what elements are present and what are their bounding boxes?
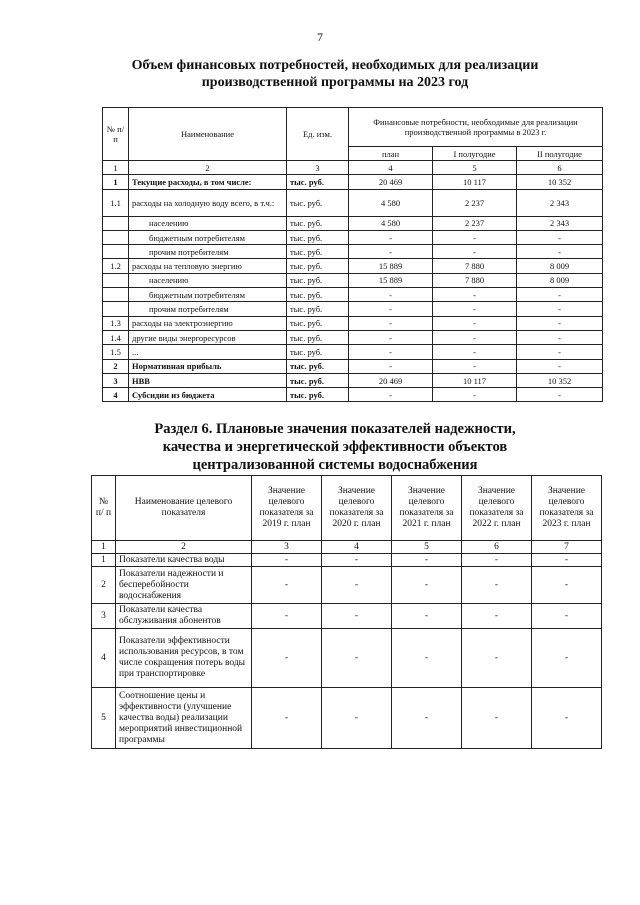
col-number: 4	[322, 541, 392, 554]
row-num: 3	[103, 373, 129, 387]
row-value: -	[462, 554, 532, 567]
row-plan: 20 469	[349, 373, 433, 387]
row-plan: -	[349, 345, 433, 359]
table-row	[103, 302, 603, 316]
row-value: -	[322, 554, 392, 567]
row-name: бюджетным потребителям	[129, 230, 287, 244]
header-year-2020: Значение целевого показателя за 2020 г. план	[322, 476, 392, 541]
row-half2: 8 009	[517, 259, 603, 273]
row-half2: -	[517, 330, 603, 344]
section6-title-line: качества и энергетической эффективности объектов	[162, 439, 508, 455]
row-unit: тыс. руб.	[287, 345, 349, 359]
row-unit: тыс. руб.	[287, 273, 349, 287]
row-indicator-name: Показатели качества воды	[116, 554, 252, 567]
row-value: -	[322, 688, 392, 749]
row-unit: тыс. руб.	[287, 373, 349, 387]
table-row	[92, 629, 602, 688]
row-value: -	[392, 629, 462, 688]
row-half2: 2 343	[517, 189, 603, 216]
row-name: расходы на холодную воду всего, в т.ч.:	[129, 189, 287, 216]
table-row	[92, 567, 602, 604]
row-indicator-name: Показатели качества обслуживания абонентов	[116, 604, 252, 629]
row-plan: -	[349, 230, 433, 244]
row-half1: -	[433, 345, 517, 359]
row-name: населению	[129, 273, 287, 287]
row-num: 1.1	[103, 189, 129, 216]
row-name: населению	[129, 216, 287, 230]
row-half1: -	[433, 245, 517, 259]
row-half2: -	[517, 245, 603, 259]
row-unit: тыс. руб.	[287, 230, 349, 244]
row-plan: -	[349, 359, 433, 373]
table-row	[103, 316, 603, 330]
table-row	[103, 216, 603, 230]
row-plan: 15 889	[349, 273, 433, 287]
row-value: -	[322, 604, 392, 629]
header-year-2021: Значение целевого показателя за 2021 г. план	[392, 476, 462, 541]
row-num	[103, 273, 129, 287]
header-year-2022: Значение целевого показателя за 2022 г. план	[462, 476, 532, 541]
row-num: 5	[92, 688, 116, 749]
row-value: -	[252, 629, 322, 688]
row-half1: -	[433, 388, 517, 402]
row-plan: 15 889	[349, 259, 433, 273]
row-half1: 10 117	[433, 175, 517, 189]
row-value: -	[532, 567, 602, 604]
row-half1: 2 237	[433, 189, 517, 216]
row-value: -	[252, 688, 322, 749]
row-num: 1	[92, 554, 116, 567]
header-name: Наименование	[129, 108, 287, 161]
row-unit: тыс. руб.	[287, 175, 349, 189]
row-unit: тыс. руб.	[287, 316, 349, 330]
row-num: 4	[92, 629, 116, 688]
col-number: 3	[252, 541, 322, 554]
header-plan: план	[349, 147, 433, 161]
row-plan: -	[349, 316, 433, 330]
header-half1: I полугодие	[433, 147, 517, 161]
row-half2: -	[517, 230, 603, 244]
table-row	[103, 288, 603, 302]
row-name: НВВ	[129, 373, 287, 387]
row-num	[103, 230, 129, 244]
section6-title-line: Раздел 6. Плановые значения показателей надежности,	[154, 421, 516, 437]
row-half1: -	[433, 359, 517, 373]
header-unit: Ед. изм.	[287, 108, 349, 161]
table-row	[103, 345, 603, 359]
row-num: 2	[103, 359, 129, 373]
table-row	[92, 688, 602, 749]
target-indicators-table	[91, 475, 602, 749]
col-number: 5	[392, 541, 462, 554]
row-half1: 10 117	[433, 373, 517, 387]
table1-title-line: производственной программы на 2023 год	[201, 75, 469, 90]
row-half1: -	[433, 316, 517, 330]
row-unit: тыс. руб.	[287, 330, 349, 344]
table-row	[103, 373, 603, 387]
col-number: 2	[129, 161, 287, 175]
row-plan: -	[349, 302, 433, 316]
row-name: прочим потребителям	[129, 245, 287, 259]
row-num: 3	[92, 604, 116, 629]
row-half2: -	[517, 388, 603, 402]
row-half2: -	[517, 345, 603, 359]
header-financial-needs: Финансовые потребности, необходимые для реализации производственной программы в 2023 г.	[349, 108, 603, 147]
row-num	[103, 288, 129, 302]
row-indicator-name: Показатели эффективности использования ресурсов, в том числе сокращения потерь воды при транспортировке	[116, 629, 252, 688]
row-value: -	[392, 554, 462, 567]
row-name: Текущие расходы, в том числе:	[129, 175, 287, 189]
row-half1: 7 880	[433, 259, 517, 273]
col-number: 1	[92, 541, 116, 554]
row-num: 1	[103, 175, 129, 189]
row-value: -	[532, 688, 602, 749]
row-half2: -	[517, 302, 603, 316]
row-half1: -	[433, 230, 517, 244]
row-name: бюджетным потребителям	[129, 288, 287, 302]
row-half2: 10 352	[517, 175, 603, 189]
row-plan: 4 580	[349, 189, 433, 216]
row-value: -	[322, 567, 392, 604]
row-value: -	[252, 604, 322, 629]
row-half2: 10 352	[517, 373, 603, 387]
row-half2: -	[517, 316, 603, 330]
row-num: 1.5	[103, 345, 129, 359]
row-value: -	[532, 629, 602, 688]
row-num	[103, 216, 129, 230]
col-number: 5	[433, 161, 517, 175]
col-number: 4	[349, 161, 433, 175]
row-value: -	[462, 688, 532, 749]
col-number: 3	[287, 161, 349, 175]
row-name: расходы на тепловую энергию	[129, 259, 287, 273]
row-half1: 7 880	[433, 273, 517, 287]
row-name: расходы на электроэнергию	[129, 316, 287, 330]
column-numbers-row	[92, 541, 602, 554]
row-num: 1.4	[103, 330, 129, 344]
col-number: 7	[532, 541, 602, 554]
row-plan: -	[349, 388, 433, 402]
header-year-2019: Значение целевого показателя за 2019 г. план	[252, 476, 322, 541]
table-row	[103, 245, 603, 259]
row-value: -	[392, 688, 462, 749]
row-half2: 2 343	[517, 216, 603, 230]
row-value: -	[252, 554, 322, 567]
header-indicator-name: Наименование целевого показателя	[116, 476, 252, 541]
row-half2: -	[517, 288, 603, 302]
row-value: -	[532, 554, 602, 567]
row-value: -	[462, 567, 532, 604]
row-half1: -	[433, 288, 517, 302]
row-unit: тыс. руб.	[287, 359, 349, 373]
row-value: -	[392, 604, 462, 629]
table-row	[103, 388, 603, 402]
col-number: 2	[116, 541, 252, 554]
row-name: ...	[129, 345, 287, 359]
row-indicator-name: Соотношение цены и эффективности (улучшение качества воды) реализации мероприятий инвестиционной программы	[116, 688, 252, 749]
row-unit: тыс. руб.	[287, 189, 349, 216]
row-plan: -	[349, 245, 433, 259]
row-unit: тыс. руб.	[287, 388, 349, 402]
row-name: Нормативная прибыль	[129, 359, 287, 373]
column-numbers-row	[103, 161, 603, 175]
row-num: 2	[92, 567, 116, 604]
row-num: 4	[103, 388, 129, 402]
row-num	[103, 245, 129, 259]
row-unit: тыс. руб.	[287, 245, 349, 259]
row-value: -	[322, 629, 392, 688]
row-half1: 2 237	[433, 216, 517, 230]
header-num: № п/ п	[92, 476, 116, 541]
col-number: 6	[517, 161, 603, 175]
row-unit: тыс. руб.	[287, 302, 349, 316]
col-number: 6	[462, 541, 532, 554]
row-unit: тыс. руб.	[287, 288, 349, 302]
row-value: -	[392, 567, 462, 604]
row-plan: 4 580	[349, 216, 433, 230]
header-year-2023: Значение целевого показателя за 2023 г. план	[532, 476, 602, 541]
row-half1: -	[433, 302, 517, 316]
row-value: -	[532, 604, 602, 629]
table-row	[103, 359, 603, 373]
table-row	[103, 330, 603, 344]
row-unit: тыс. руб.	[287, 259, 349, 273]
row-plan: 20 469	[349, 175, 433, 189]
row-half2: -	[517, 359, 603, 373]
row-plan: -	[349, 330, 433, 344]
financial-needs-table	[102, 107, 603, 402]
row-name: другие виды энергоресурсов	[129, 330, 287, 344]
section6-title	[60, 420, 610, 474]
row-plan: -	[349, 288, 433, 302]
row-unit: тыс. руб.	[287, 216, 349, 230]
table-row	[92, 604, 602, 629]
table-row	[103, 259, 603, 273]
row-num: 1.2	[103, 259, 129, 273]
header-half2: II полугодие	[517, 147, 603, 161]
table-row	[103, 175, 603, 189]
row-num	[103, 302, 129, 316]
row-half2: 8 009	[517, 273, 603, 287]
page-number: 7	[317, 30, 323, 44]
row-num: 1.3	[103, 316, 129, 330]
col-number: 1	[103, 161, 129, 175]
row-value: -	[462, 604, 532, 629]
table-row	[92, 554, 602, 567]
table-row	[103, 189, 603, 216]
table1-title	[60, 57, 610, 91]
table-row	[103, 273, 603, 287]
section6-title-line: централизованной системы водоснабжения	[192, 457, 478, 473]
row-indicator-name: Показатели надежности и бесперебойности водоснабжения	[116, 567, 252, 604]
row-value: -	[252, 567, 322, 604]
row-name: Субсидии из бюджета	[129, 388, 287, 402]
table1-title-line: Объем финансовых потребностей, необходимых для реализации	[131, 58, 539, 73]
row-name: прочим потребителям	[129, 302, 287, 316]
row-half1: -	[433, 330, 517, 344]
header-num: № п/п	[103, 108, 129, 161]
row-value: -	[462, 629, 532, 688]
table-row	[103, 230, 603, 244]
